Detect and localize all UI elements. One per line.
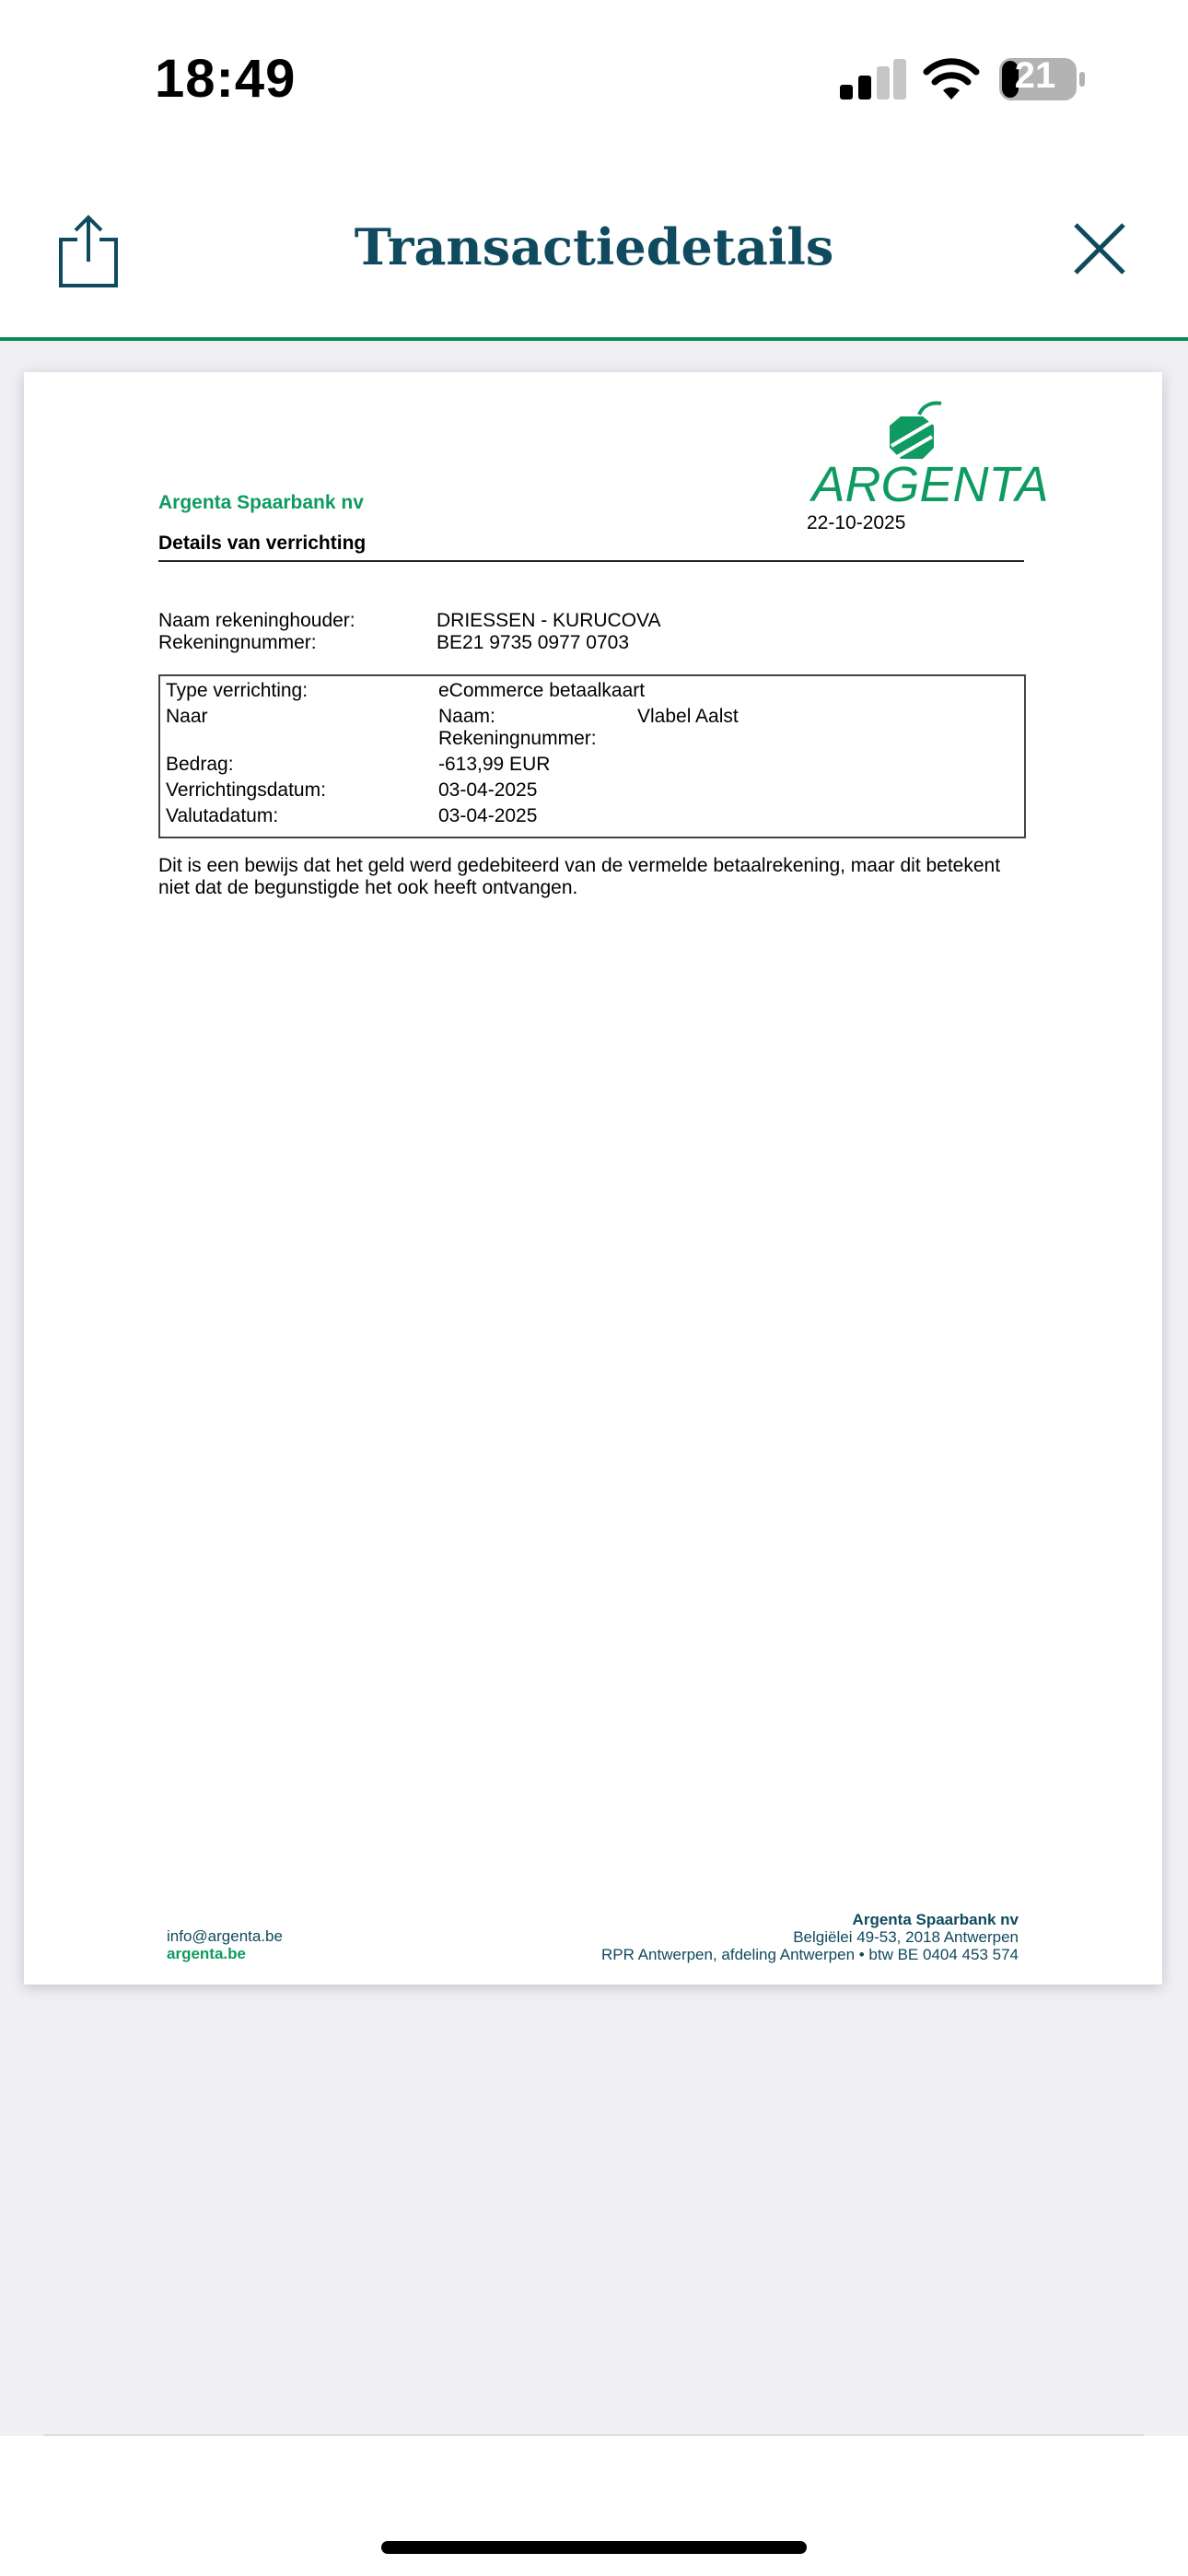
type-value: eCommerce betaalkaart	[438, 680, 646, 701]
disclaimer-text: Dit is een bewijs dat het geld werd gedebiteerd van de vermelde betaalrekening, maar dit betekent niet dat de begunstigde het ook heeft ontvangen.	[158, 855, 1001, 898]
footer-contact	[167, 1927, 283, 1962]
footer-company-name: Argenta Spaarbank nv	[852, 1911, 1019, 1928]
value-date-label: Valutadatum:	[166, 805, 279, 826]
to-label: Naar	[166, 706, 208, 727]
footer-website: argenta.be	[167, 1945, 246, 1962]
title-divider	[158, 560, 1024, 562]
status-time: 18:49	[155, 49, 297, 109]
value-date-value: 03-04-2025	[438, 805, 538, 826]
argenta-logo	[809, 394, 1052, 509]
document-date: 22-10-2025	[807, 512, 906, 533]
account-label: Rekeningnummer:	[158, 632, 317, 653]
bottom-bar	[0, 2436, 1188, 2576]
footer-address: Belgiëlei 49-53, 2018 Antwerpen	[793, 1928, 1019, 1946]
battery-level: 21	[1014, 55, 1056, 96]
section-title: Details van verrichting	[158, 533, 367, 554]
document-page	[24, 372, 1162, 1985]
header-divider	[0, 337, 1188, 341]
svg-text:ARGENTA: ARGENTA	[811, 457, 1049, 509]
to-account-label: Rekeningnummer:	[438, 728, 597, 749]
wifi-icon	[923, 57, 980, 101]
transaction-date-label: Verrichtingsdatum:	[166, 779, 326, 801]
type-label: Type verrichting:	[166, 680, 309, 701]
footer-email: info@argenta.be	[167, 1927, 283, 1945]
home-indicator[interactable]	[381, 2541, 807, 2554]
holder-value: DRIESSEN - KURUCOVA	[437, 610, 661, 631]
amount-value: -613,99 EUR	[438, 754, 551, 775]
to-name-label: Naam:	[438, 706, 495, 727]
cellular-signal-icon	[840, 59, 906, 100]
footer-registration: RPR Antwerpen, afdeling Antwerpen • btw BE 0404 453 574	[601, 1946, 1019, 1963]
transaction-box	[158, 674, 1026, 838]
amount-label: Bedrag:	[166, 754, 234, 775]
page-title: Transactiedetails	[354, 217, 834, 276]
to-name-value: Vlabel Aalst	[637, 706, 739, 727]
footer-company	[601, 1911, 1019, 1963]
transaction-date-value: 03-04-2025	[438, 779, 538, 801]
holder-label: Naam rekeninghouder:	[158, 610, 355, 631]
close-icon[interactable]	[1070, 219, 1129, 278]
bank-name: Argenta Spaarbank nv	[158, 492, 364, 513]
account-value: BE21 9735 0977 0703	[437, 632, 630, 653]
